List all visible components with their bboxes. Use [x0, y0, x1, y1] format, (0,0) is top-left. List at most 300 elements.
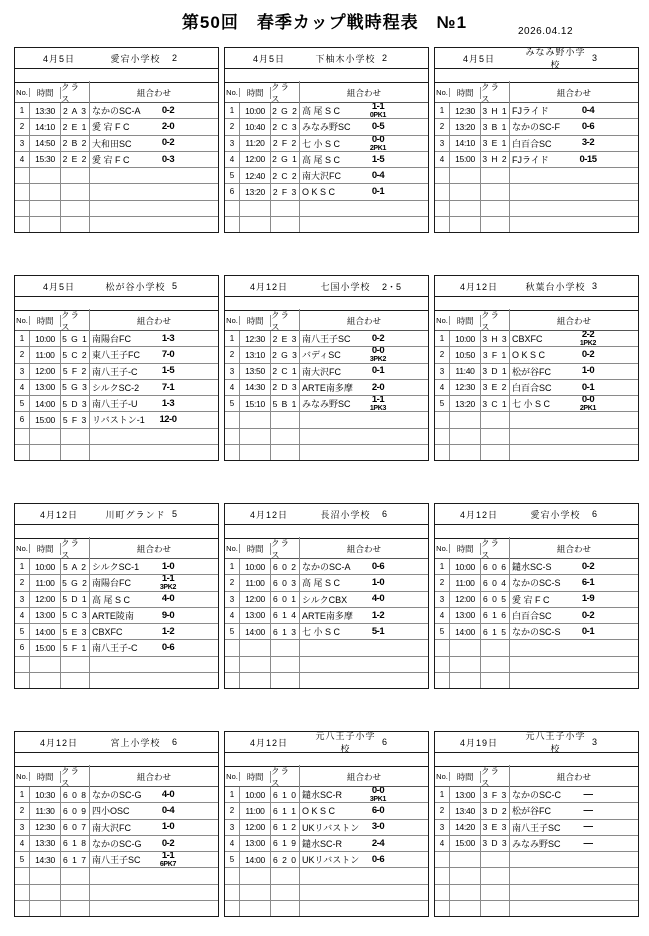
cell-match [510, 657, 638, 672]
match-score [362, 611, 394, 621]
match-score [572, 562, 604, 572]
cell-no: 4 [225, 836, 240, 851]
table-row [435, 396, 638, 412]
cell-match [510, 152, 638, 167]
table-row [15, 592, 218, 608]
cell-no: 2 [15, 119, 30, 134]
cell-class: 6 1 2 [271, 820, 300, 835]
cell-no [225, 445, 240, 460]
table-row [15, 217, 218, 232]
table-spacer-row [15, 69, 218, 83]
cell-time: 10:00 [240, 103, 271, 118]
score-pk: 3PK1 [369, 796, 387, 803]
cell-time [450, 868, 481, 883]
match-score [572, 839, 604, 849]
cell-no: 4 [15, 380, 30, 395]
cell-time: 15:00 [450, 152, 481, 167]
table-row [15, 119, 218, 135]
cell-no [435, 901, 450, 916]
cell-class: 6 0 3 [271, 575, 300, 590]
table-row [15, 396, 218, 412]
cell-match [90, 673, 218, 688]
cell-class: 3 D 2 [481, 803, 510, 818]
cell-class [271, 445, 300, 460]
table-date: 4月5日 [42, 53, 75, 64]
col-header-match: 組合わせ [346, 87, 381, 98]
cell-class: 6 0 5 [481, 592, 510, 607]
table-row [435, 901, 638, 916]
cell-class [271, 885, 300, 900]
cell-match [300, 787, 428, 802]
table-rows [225, 787, 428, 916]
col-header-match: 組合わせ [136, 87, 171, 98]
cell-no: 3 [435, 364, 450, 379]
match-score [362, 136, 394, 151]
cell-time: 13:30 [30, 836, 61, 851]
cell-match [510, 412, 638, 427]
home-team: ARTE南多摩 [302, 610, 353, 621]
table-venue: 秋葉台小学校 [525, 281, 586, 292]
cell-no [15, 445, 30, 460]
match-score [572, 138, 604, 148]
table-court-number: 2 [382, 53, 388, 63]
match-score [152, 852, 184, 867]
cell-match [510, 673, 638, 688]
score-main: 2-2 [581, 331, 595, 341]
cell-no: 4 [15, 608, 30, 623]
cell-match [90, 885, 218, 900]
cell-time [450, 901, 481, 916]
cell-time: 12:00 [450, 592, 481, 607]
score-pk: 2PK1 [579, 405, 597, 412]
table-row [15, 364, 218, 380]
cell-time: 12:30 [450, 103, 481, 118]
col-header-no: No. [435, 544, 450, 553]
cell-match [510, 592, 638, 607]
cell-no: 3 [225, 820, 240, 835]
score-pk: 0PK1 [369, 112, 387, 119]
cell-class: 6 0 7 [61, 820, 90, 835]
table-spacer-row [225, 69, 428, 83]
cell-no [225, 640, 240, 655]
cell-time: 10:40 [240, 119, 271, 134]
table-row [15, 640, 218, 656]
cell-no: 1 [15, 103, 30, 118]
score-main: 0-1 [581, 625, 595, 637]
table-row [15, 885, 218, 901]
cell-time [240, 217, 271, 232]
home-team: 七 小 S C [302, 138, 341, 149]
table-row [15, 445, 218, 460]
col-header-match: 組合わせ [136, 315, 171, 326]
score-main: 2-4 [371, 837, 385, 849]
cell-match [90, 396, 218, 411]
cell-no [435, 640, 450, 655]
cell-class [271, 217, 300, 232]
home-team: 南八王子SC [302, 334, 351, 345]
score-main: 1-0 [161, 560, 175, 572]
col-header-time: 時間 [30, 315, 61, 327]
cell-time [240, 673, 271, 688]
cell-time: 11:30 [30, 803, 61, 818]
home-team: 南陽台FC [92, 334, 131, 345]
table-row [15, 429, 218, 445]
table-rows [15, 787, 218, 916]
score-pk: 1PK2 [579, 340, 597, 347]
score-main: ― [583, 837, 593, 849]
cell-no: 5 [225, 624, 240, 639]
home-team: なかのSC-S [512, 627, 561, 638]
cell-class: 6 1 5 [481, 624, 510, 639]
cell-time [450, 184, 481, 199]
score-main: 7-0 [161, 349, 175, 361]
cell-time: 10:00 [240, 787, 271, 802]
cell-match [300, 885, 428, 900]
cell-time: 10:00 [30, 559, 61, 574]
table-row [435, 119, 638, 135]
cell-class [61, 445, 90, 460]
score-main: 1-1 [161, 575, 175, 585]
home-team: O K S C [512, 349, 546, 360]
cell-class [481, 445, 510, 460]
match-score [572, 383, 604, 393]
table-row [225, 152, 428, 168]
match-score [362, 396, 394, 411]
cell-no [15, 201, 30, 216]
cell-match [90, 657, 218, 672]
cell-class: 5 B 1 [271, 396, 300, 411]
cell-class [481, 184, 510, 199]
cell-match [300, 119, 428, 134]
table-header-row [435, 539, 638, 559]
home-team: みなみ野SC [302, 122, 351, 133]
home-team: リバストン-1 [92, 415, 145, 426]
cell-match [300, 380, 428, 395]
cell-no [15, 868, 30, 883]
cell-no [435, 445, 450, 460]
table-row [435, 673, 638, 688]
home-team: 南八王子SC [92, 855, 141, 866]
table-row [15, 803, 218, 819]
cell-class: 2 C 1 [271, 364, 300, 379]
cell-no: 5 [15, 396, 30, 411]
score-main: 1-5 [161, 365, 175, 377]
cell-match [90, 608, 218, 623]
table-row [225, 575, 428, 591]
table-row [435, 787, 638, 803]
cell-time [30, 657, 61, 672]
col-header-match: 組合わせ [136, 543, 171, 554]
table-row [435, 836, 638, 852]
cell-no [15, 168, 30, 183]
table-date: 4月12日 [249, 509, 289, 520]
cell-class: 2 C 3 [271, 119, 300, 134]
col-header-no: No. [225, 88, 240, 97]
schedule-table [434, 503, 639, 689]
table-row [435, 136, 638, 152]
score-main: 3-2 [581, 137, 595, 149]
cell-match [300, 136, 428, 151]
cell-match [300, 217, 428, 232]
cell-no [435, 673, 450, 688]
cell-match [300, 559, 428, 574]
cell-class [271, 640, 300, 655]
cell-match [300, 347, 428, 362]
cell-match [90, 168, 218, 183]
table-row [225, 787, 428, 803]
cell-match [510, 380, 638, 395]
cell-match [300, 184, 428, 199]
cell-class: 5 E 3 [61, 624, 90, 639]
cell-class [481, 868, 510, 883]
cell-class: 3 H 1 [481, 103, 510, 118]
cell-time: 13:20 [450, 119, 481, 134]
home-team: ARTE陵南 [92, 610, 134, 621]
col-header-time: 時間 [240, 87, 271, 99]
cell-no: 3 [435, 820, 450, 835]
cell-class [271, 901, 300, 916]
cell-time: 12:00 [30, 592, 61, 607]
match-score [572, 578, 604, 588]
table-date: 4月19日 [459, 737, 499, 748]
cell-no: 4 [15, 836, 30, 851]
cell-no [435, 217, 450, 232]
score-main: 0-2 [161, 837, 175, 849]
cell-time: 12:00 [240, 152, 271, 167]
table-spacer-row [435, 297, 638, 311]
table-header-row [15, 539, 218, 559]
cell-match [510, 217, 638, 232]
cell-match [510, 331, 638, 346]
table-date: 4月12日 [249, 281, 289, 292]
table-row [225, 217, 428, 232]
match-score [152, 350, 184, 360]
table-row [225, 640, 428, 656]
cell-class [61, 217, 90, 232]
col-header-time: 時間 [30, 87, 61, 99]
cell-time [240, 868, 271, 883]
cell-time: 15:00 [30, 640, 61, 655]
cell-time: 13:00 [30, 380, 61, 395]
home-team: 南大沢FC [302, 171, 341, 182]
cell-no [435, 852, 450, 867]
cell-class [481, 412, 510, 427]
score-main: 4-0 [161, 593, 175, 605]
home-team: 七 小 S C [512, 399, 551, 410]
home-team: 南八王子-C [92, 366, 138, 377]
cell-time: 13:00 [240, 836, 271, 851]
table-row [15, 852, 218, 868]
home-team: O K S C [302, 186, 336, 197]
cell-class: 2 G 3 [271, 347, 300, 362]
col-header-class: クラス [481, 81, 510, 105]
cell-match [300, 331, 428, 346]
score-main: 6-0 [371, 805, 385, 817]
cell-class: 5 F 1 [61, 640, 90, 655]
cell-match [90, 592, 218, 607]
table-row [435, 852, 638, 868]
table-row [15, 136, 218, 152]
cell-class: 2 A 3 [61, 103, 90, 118]
table-spacer-row [225, 525, 428, 539]
cell-no: 4 [225, 152, 240, 167]
table-row [15, 657, 218, 673]
cell-time [450, 640, 481, 655]
home-team: 南八王子SC [512, 822, 561, 833]
match-score [152, 806, 184, 816]
cell-match [300, 624, 428, 639]
cell-time: 15:10 [240, 396, 271, 411]
cell-match [90, 445, 218, 460]
score-main: 1-5 [371, 153, 385, 165]
cell-match [90, 184, 218, 199]
cell-class: 2 F 3 [271, 184, 300, 199]
cell-class: 6 1 8 [61, 836, 90, 851]
cell-match [90, 868, 218, 883]
table-venue: 下柚木小学校 [315, 53, 376, 64]
cell-no [15, 885, 30, 900]
cell-time: 13:00 [240, 608, 271, 623]
table-title-row [225, 732, 428, 753]
cell-class [481, 201, 510, 216]
cell-no: 4 [225, 380, 240, 395]
col-header-time: 時間 [450, 543, 481, 555]
table-row [435, 624, 638, 640]
cell-no: 6 [15, 640, 30, 655]
cell-match [510, 836, 638, 851]
table-row [225, 657, 428, 673]
home-team: 高 尾 S C [302, 106, 341, 117]
table-header-row [225, 311, 428, 331]
cell-class: 5 G 1 [61, 331, 90, 346]
cell-time: 12:30 [240, 331, 271, 346]
table-row [15, 868, 218, 884]
score-main: 0-4 [371, 169, 385, 181]
score-main: 5-1 [371, 625, 385, 637]
cell-no: 1 [15, 787, 30, 802]
cell-match [90, 820, 218, 835]
col-header-class: クラス [271, 765, 300, 789]
col-header-class: クラス [481, 765, 510, 789]
table-row [15, 152, 218, 168]
cell-match [510, 445, 638, 460]
cell-match [510, 396, 638, 411]
score-main: 3-0 [371, 821, 385, 833]
home-team: 南大沢FC [92, 822, 131, 833]
cell-match [90, 152, 218, 167]
home-team: 鑓水SC-R [302, 838, 342, 849]
table-title-row [435, 48, 638, 69]
table-date: 4月12日 [249, 737, 289, 748]
home-team: 南大沢FC [302, 366, 341, 377]
cell-time: 12:30 [30, 820, 61, 835]
cell-time: 14:10 [450, 136, 481, 151]
cell-no [225, 673, 240, 688]
score-pk: 1PK3 [369, 405, 387, 412]
cell-no [225, 412, 240, 427]
cell-no: 5 [15, 852, 30, 867]
cell-no: 1 [15, 331, 30, 346]
home-team: O K S C [302, 805, 336, 816]
table-venue: 宮上小学校 [110, 737, 161, 748]
table-row [435, 868, 638, 884]
cell-no: 1 [435, 331, 450, 346]
match-score [572, 806, 604, 816]
home-team: 四小OSC [92, 806, 130, 817]
home-team: 愛 宕 F C [92, 154, 130, 165]
cell-class: 3 F 1 [481, 347, 510, 362]
col-header-no: No. [15, 316, 30, 325]
score-main: 9-0 [161, 609, 175, 621]
cell-no: 4 [435, 608, 450, 623]
table-row [225, 396, 428, 412]
score-main: 1-0 [161, 821, 175, 833]
cell-no: 2 [225, 803, 240, 818]
score-main: 0-6 [161, 642, 175, 654]
cell-no: 6 [15, 412, 30, 427]
home-team: 南八王子-C [92, 643, 138, 654]
cell-match [300, 820, 428, 835]
table-row [435, 412, 638, 428]
cell-class [481, 168, 510, 183]
cell-time: 15:00 [450, 836, 481, 851]
cell-no: 3 [15, 820, 30, 835]
table-court-number: 6 [382, 509, 388, 519]
cell-time: 14:00 [240, 624, 271, 639]
table-title-row [15, 48, 218, 69]
home-team: なかのSC-A [92, 106, 141, 117]
home-team: 大和田SC [92, 138, 132, 149]
score-main: ― [583, 805, 593, 817]
schedule-table [434, 47, 639, 233]
cell-class [271, 673, 300, 688]
home-team: 南八王子-U [92, 399, 138, 410]
match-score [362, 822, 394, 832]
cell-no [225, 901, 240, 916]
table-row [435, 201, 638, 217]
cell-no: 1 [225, 559, 240, 574]
cell-class [61, 868, 90, 883]
table-title-row [15, 504, 218, 525]
table-row [225, 364, 428, 380]
cell-time [240, 445, 271, 460]
cell-no [225, 201, 240, 216]
table-title-row [225, 48, 428, 69]
table-spacer-row [435, 69, 638, 83]
table-row [15, 673, 218, 688]
cell-time: 10:30 [30, 787, 61, 802]
col-header-no: No. [15, 544, 30, 553]
home-team: なかのSC-G [92, 790, 142, 801]
schedule-table [434, 731, 639, 917]
cell-match [300, 868, 428, 883]
match-score [362, 366, 394, 376]
cell-time: 11:00 [450, 575, 481, 590]
table-date: 4月5日 [252, 53, 285, 64]
cell-time: 12:00 [30, 364, 61, 379]
cell-class: 6 1 3 [271, 624, 300, 639]
home-team: 松が谷FC [512, 806, 551, 817]
table-row [15, 347, 218, 363]
cell-class: 3 E 2 [481, 380, 510, 395]
cell-no [15, 217, 30, 232]
table-header-row [435, 83, 638, 103]
cell-no [225, 885, 240, 900]
score-main: 4-0 [161, 788, 175, 800]
score-main: 0-2 [581, 349, 595, 361]
cell-class: 2 D 3 [271, 380, 300, 395]
col-header-time: 時間 [240, 543, 271, 555]
